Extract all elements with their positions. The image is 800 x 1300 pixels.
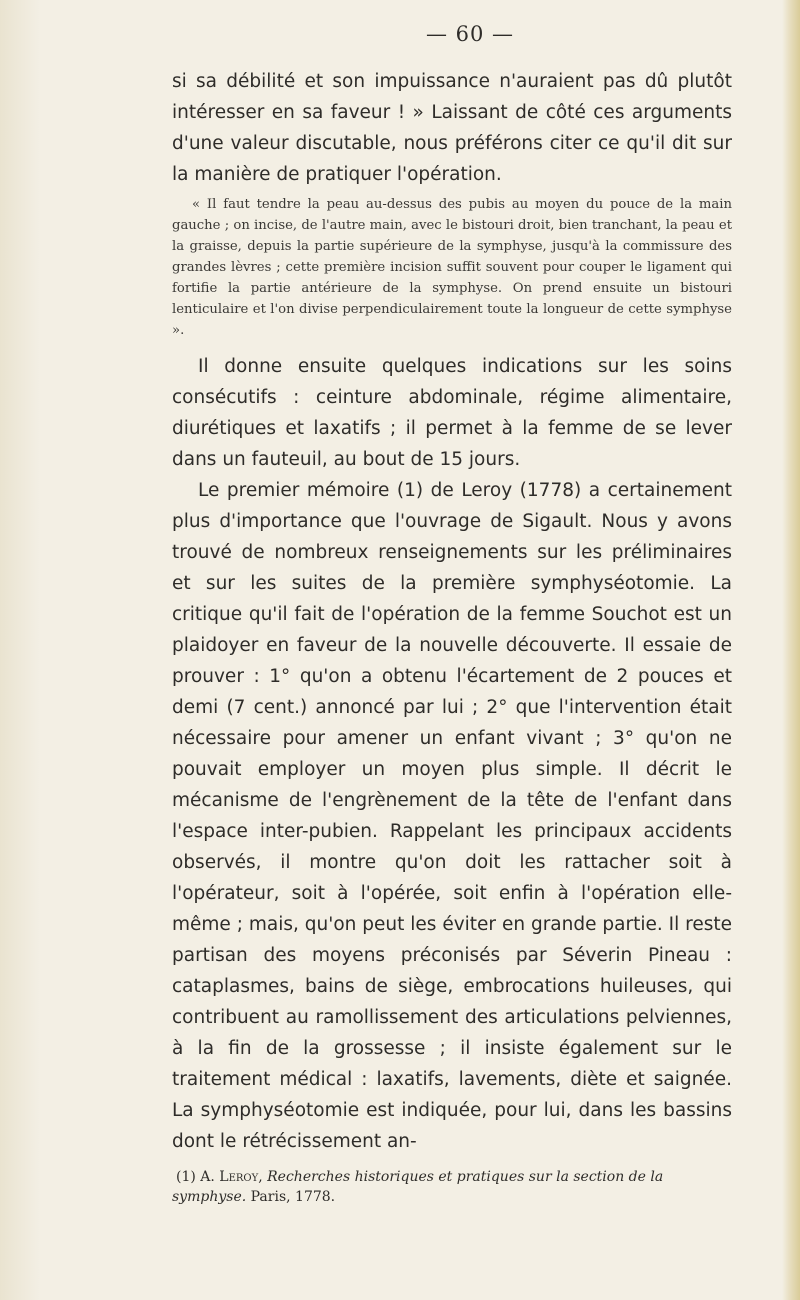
paper-shading xyxy=(0,0,40,1300)
page-number: — 60 — xyxy=(425,22,515,46)
intro-paragraph: si sa débilité et son impuissance n'auraient pas dû plutôt intéresser en sa faveur ! » Laissant de côté ces arguments d'une valeur discutable, nous préférons citer ce qu'il dit sur la manière de pratiquer l'opération. xyxy=(172,71,732,185)
page-body xyxy=(172,22,732,1207)
footnote-marker: (1) A. xyxy=(176,1169,215,1185)
footnote xyxy=(172,1167,732,1207)
footnote-title: Recherches historiques et pratiques sur la section de la symphyse. xyxy=(172,1169,664,1205)
paragraph-leroy-memoir: Le premier mémoire (1) de Leroy (1778) a certainement plus d'importance que l'ouvrage de Sigault. Nous y avons trouvé de nombreux renseignements sur les préliminaires et sur les suites de la première symphyséotomie. La critique qu'il fait de l'opération de la femme Souchot est un plaidoyer en faveur de la nouvelle découverte. Il essaie de prouver : 1° qu'on a obtenu l'écartement de 2 pouces et demi (7 cent.) annoncé par lui ; 2° que l'intervention était nécessaire pour amener un enfant vivant ; 3° qu'on ne pouvait employer un moyen plus simple. Il décrit le mécanisme de l'engrènement de la tête de l'enfant dans l'espace inter-pubien. Rappelant les principaux accidents observés, il montre qu'on doit les rattacher soit à l'opérateur, soit à l'opérée, soit enfin à l'opération elle-même ; mais, qu'on peut les éviter en grande partie. Il reste partisan des moyens préconisés par Séverin Pineau : cataplasmes, bains de siège, embrocations huileuses, qui contribuent au ramollissement des articulations pelviennes, à la fin de la grossesse ; il insiste également sur le traitement médical : laxatifs, lavements, diète et saignée. La symphyséotomie est indiquée, pour lui, dans les bassins dont le rétrécissement an- xyxy=(172,480,732,1152)
footnote-author: Leroy, xyxy=(219,1169,263,1185)
page-edge xyxy=(782,0,800,1300)
paragraph-care-instructions: Il donne ensuite quelques indications sur les soins consécutifs : ceinture abdominale, régime alimentaire, diurétiques et laxatifs ; il permet à la femme de se lever dans un fauteuil, au bout de 15 jours. xyxy=(172,356,732,470)
block-quote: « Il faut tendre la peau au-dessus des pubis au moyen du pouce de la main gauche ; on incise, de l'autre main, avec le bistouri droit, bien tranchant, la peau et la graisse, depuis la partie supérieure de la symphyse, jusqu'à la commissure des grandes lèvres ; cette première incision suffit souvent pour couper le ligament qui fortifie la partie antérieure de la symphyse. On prend ensuite un bistouri lenticulaire et l'on divise perpendiculairement toute la longueur de cette symphyse ». xyxy=(172,197,732,338)
footnote-imprint: Paris, 1778. xyxy=(250,1189,336,1205)
